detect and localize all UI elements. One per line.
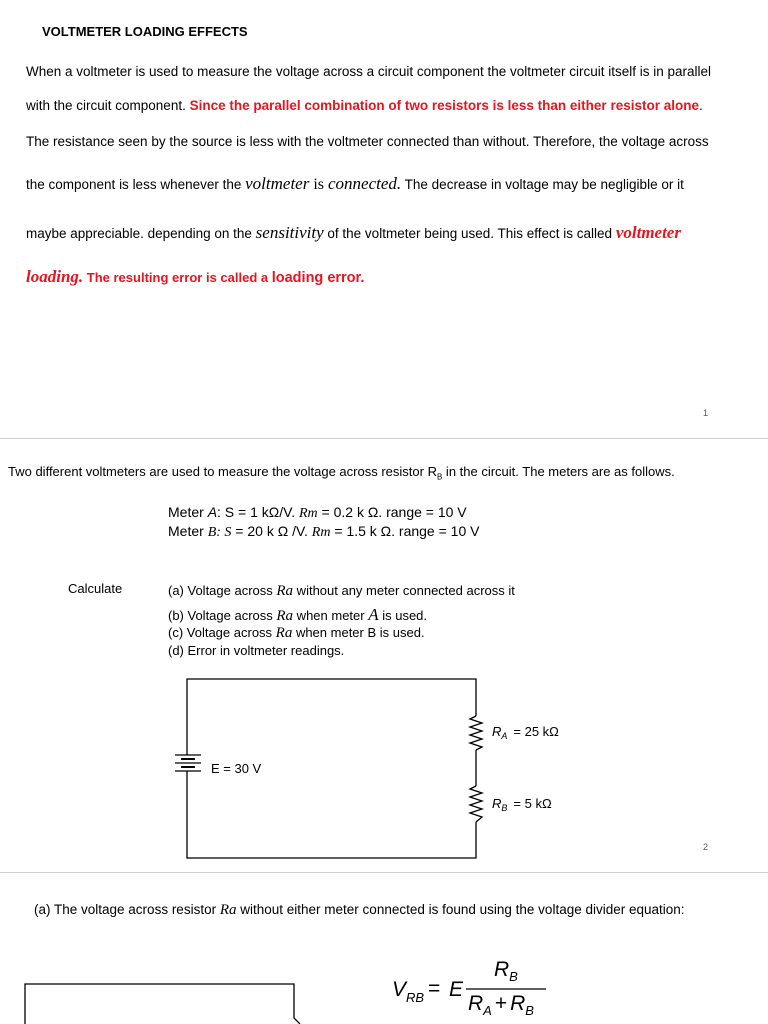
text: (a) The voltage across resistor [34,902,220,917]
text: (c) Voltage across [168,625,276,640]
text: = 1.5 k Ω. range = 10 V [330,523,480,539]
text: with the circuit component. [26,98,190,113]
text: without any meter connected across it [293,583,515,598]
subscript: RB [406,990,425,1005]
text: Two different voltmeters are used to measure the voltage across resistor R [8,464,437,479]
text: (b) Voltage across [168,608,277,623]
text: + [494,992,508,1015]
text: = 25 kΩ [513,724,559,739]
subscript: B [525,1003,534,1018]
text: The decrease in voltage may be negligible or it [401,177,684,192]
text: R [492,796,502,811]
subscript: B [509,969,518,984]
text: Meter [168,504,208,520]
text: A [368,605,379,624]
equation-denominator [468,992,534,1018]
text: when meter [293,608,369,623]
text: A [207,504,218,520]
calculate-label: Calculate [68,581,123,596]
text: maybe appreciable. depending on the [26,226,256,241]
highlight-text: loading error. [271,270,365,286]
paragraph-line-1: When a voltmeter is used to measure the voltage across a circuit component the voltmeter circuit itself is in parallel [26,64,712,79]
subscript: B [436,472,443,482]
text: = 0.2 k Ω. range = 10 V [317,504,467,520]
emphasis-text: sensitivity [255,223,324,242]
text: Ra [276,583,294,599]
subscript: B [501,803,508,813]
equation-e: E [449,978,464,1001]
text: Ra [219,902,237,918]
text: Rm [298,506,318,521]
equation-numerator [494,958,518,984]
emphasis-text: connected. [328,174,402,193]
text: of the voltmeter being used. This effect is called [323,226,616,241]
text: Meter [168,523,208,539]
highlight-text: loading. [26,267,84,286]
figure-frame [25,984,300,1024]
highlight-text: voltmeter [615,223,681,242]
emphasis-text: voltmeter [245,174,310,193]
text: without either meter connected is found using the voltage divider equation: [236,902,685,917]
text: = 5 kΩ [513,796,552,811]
equation-lhs [392,978,424,1005]
highlight-text: The resulting error is called a [83,270,272,285]
paragraph-line-3: The resistance seen by the source is less with the voltmeter connected than without. Therefore, the voltage across [26,134,709,149]
text: R [468,992,484,1015]
text: Ra [275,625,293,641]
text: is [309,176,328,193]
text: when meter B is used. [292,625,425,640]
calc-item-d: (d) Error in voltmeter readings. [168,643,345,658]
text: V [392,978,407,1001]
text: Rm [311,525,331,540]
text: B: S [207,525,232,540]
text: Ra [276,608,294,624]
source-label: E = 30 V [211,761,262,776]
text: R [492,724,502,739]
text: : S = 1 kΩ/V. [217,504,299,520]
page-number: 2 [703,842,709,852]
text: the component is less whenever the [26,177,246,192]
text: (a) Voltage across [168,583,277,598]
subscript: A [501,731,508,741]
highlight-text: Since the parallel combination of two resistors is less than either resistor alone [189,98,699,113]
voltage-divider-equation [392,958,546,1018]
text: is used. [378,608,428,623]
text: = 20 k Ω /V. [231,523,312,539]
text: R [494,958,510,981]
text: R [510,992,526,1015]
text: in the circuit. The meters are as follows. [442,464,675,479]
text: . [698,98,703,113]
page-number: 1 [703,408,709,418]
subscript: A [483,1003,492,1018]
equals-sign: = [428,977,441,1000]
page-title: VOLTMETER LOADING EFFECTS [42,24,248,39]
